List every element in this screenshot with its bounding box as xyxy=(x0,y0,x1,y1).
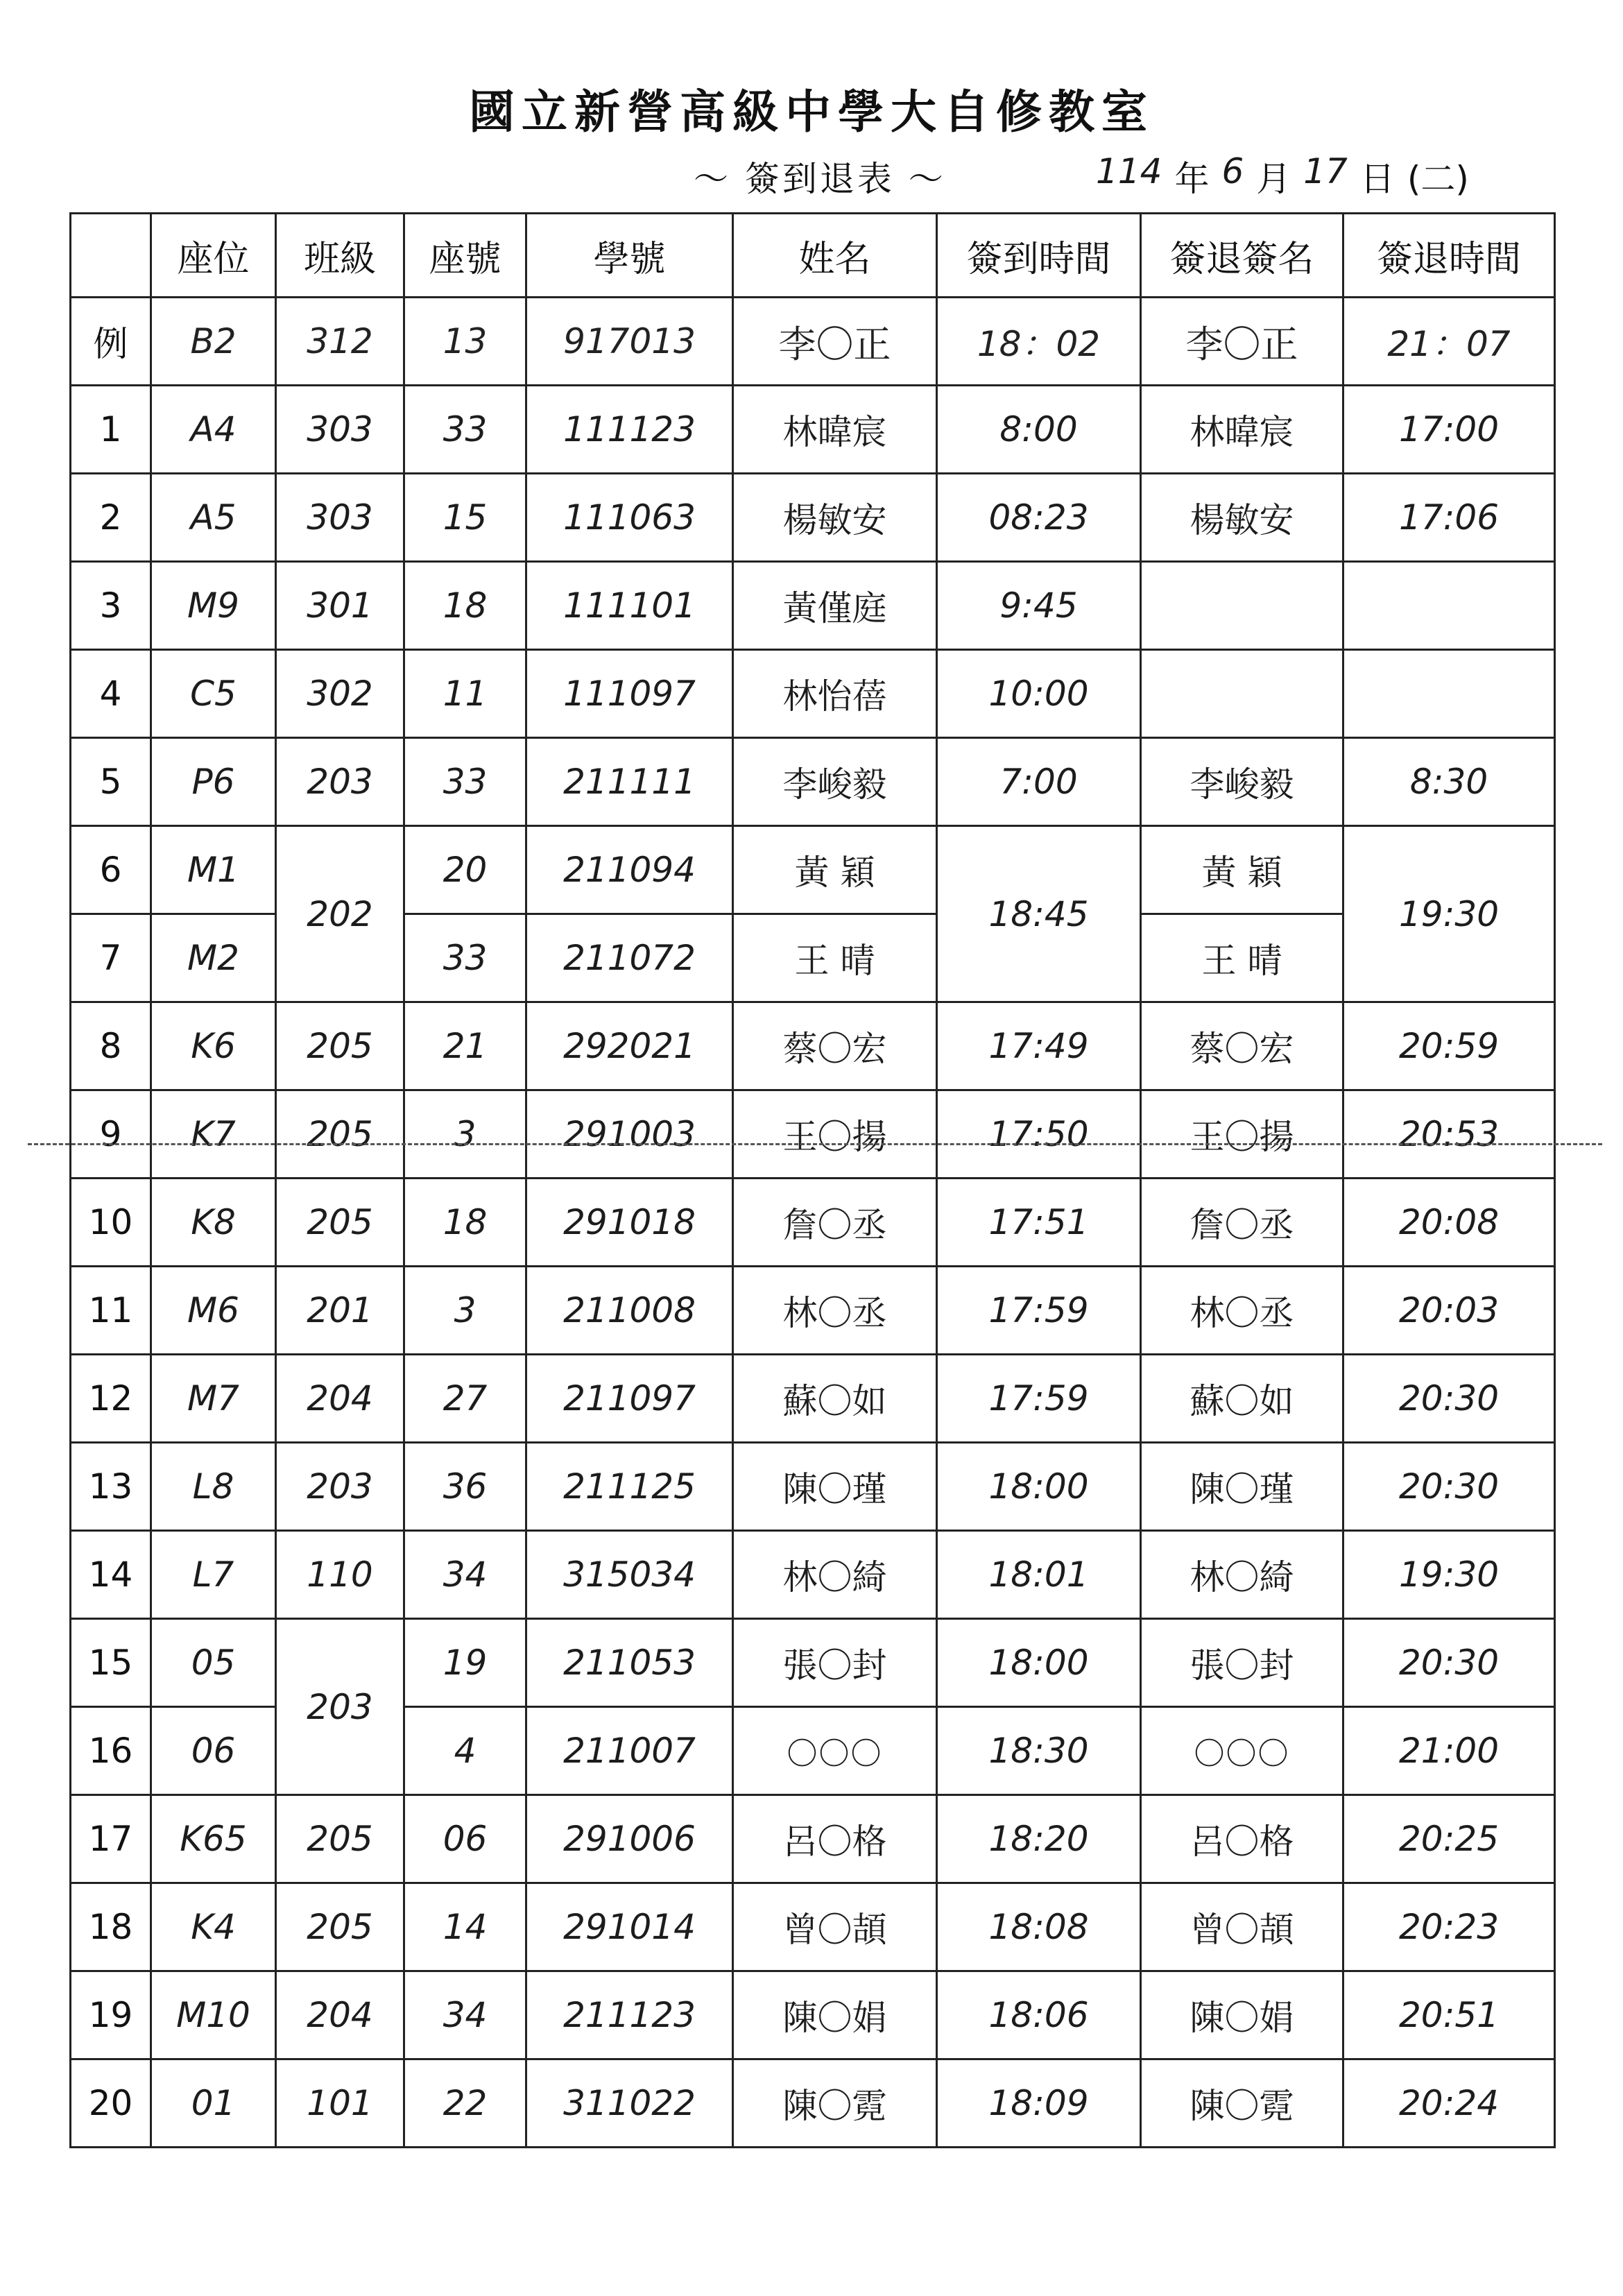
seat-number-cell: 3 xyxy=(404,1090,526,1179)
date-month-char: 月 xyxy=(1256,159,1291,199)
seat-cell: A4 xyxy=(151,386,276,474)
sign-out-time-cell xyxy=(1343,650,1555,738)
seat-cell: M9 xyxy=(151,562,276,650)
row-number: 15 xyxy=(71,1619,151,1707)
sign-out-signature-cell: 林暐宸 xyxy=(1141,386,1343,474)
col-header-index xyxy=(71,214,151,298)
sign-out-signature-cell: 楊敏安 xyxy=(1141,474,1343,562)
sign-out-signature-cell: 林〇綺 xyxy=(1141,1531,1343,1619)
row-number: 1 xyxy=(71,386,151,474)
row-number: 12 xyxy=(71,1355,151,1443)
date-year-char: 年 xyxy=(1174,159,1210,199)
seat-number-cell: 14 xyxy=(404,1883,526,1971)
table-row xyxy=(71,1179,1555,1267)
student-id-cell: 291018 xyxy=(526,1179,733,1267)
seat-cell: K7 xyxy=(151,1090,276,1179)
sign-in-time-cell: 8:00 xyxy=(937,386,1141,474)
class-cell: 303 xyxy=(276,386,404,474)
name-signature-cell: 詹〇丞 xyxy=(733,1179,937,1267)
name-signature-cell: 陳〇娟 xyxy=(733,1971,937,2059)
student-id-cell: 211007 xyxy=(526,1707,733,1795)
sign-out-signature-cell: 林〇丞 xyxy=(1141,1267,1343,1355)
student-id-cell: 111097 xyxy=(526,650,733,738)
table-row xyxy=(71,1002,1555,1090)
name-signature-cell: 曾〇頡 xyxy=(733,1883,937,1971)
seat-cell: K8 xyxy=(151,1179,276,1267)
name-signature-cell: 王〇揚 xyxy=(733,1090,937,1179)
sign-out-time-cell: 20:51 xyxy=(1343,1971,1555,2059)
sign-in-time-cell: 18:00 xyxy=(937,1443,1141,1531)
col-header-sign-out-signature: 簽退簽名 xyxy=(1141,214,1343,298)
name-signature-cell: 林怡蓓 xyxy=(733,650,937,738)
sign-in-time-cell: 9:45 xyxy=(937,562,1141,650)
table-row xyxy=(71,738,1555,826)
date-month: 6 xyxy=(1221,151,1244,191)
seat-cell: C5 xyxy=(151,650,276,738)
sign-out-signature-cell: 〇〇〇 xyxy=(1141,1707,1343,1795)
seat-number-cell: 22 xyxy=(404,2059,526,2148)
seat-cell: L7 xyxy=(151,1531,276,1619)
sign-out-signature-cell: 陳〇娟 xyxy=(1141,1971,1343,2059)
sign-in-time-cell: 18:09 xyxy=(937,2059,1141,2148)
row-number: 10 xyxy=(71,1179,151,1267)
table-row xyxy=(71,1443,1555,1531)
sign-in-time-cell: 17:59 xyxy=(937,1355,1141,1443)
sign-in-time-cell: 10:00 xyxy=(937,650,1141,738)
seat-cell: M6 xyxy=(151,1267,276,1355)
form-date xyxy=(1096,151,1469,201)
row-number: 2 xyxy=(71,474,151,562)
student-id-cell: 291014 xyxy=(526,1883,733,1971)
sign-out-signature-cell: 李峻毅 xyxy=(1141,738,1343,826)
seat-cell: A5 xyxy=(151,474,276,562)
name-signature-cell: 〇〇〇 xyxy=(733,1707,937,1795)
sign-out-signature-cell xyxy=(1141,562,1343,650)
row-number: 11 xyxy=(71,1267,151,1355)
col-header-name: 姓名 xyxy=(733,214,937,298)
student-id-cell: 211094 xyxy=(526,826,733,914)
row-number: 18 xyxy=(71,1883,151,1971)
table-row xyxy=(71,826,1555,914)
student-id-cell: 211125 xyxy=(526,1443,733,1531)
date-day-char: 日 xyxy=(1359,159,1395,199)
sign-in-time-cell: 17:51 xyxy=(937,1179,1141,1267)
seat-number-cell: 34 xyxy=(404,1531,526,1619)
class-cell: 203 xyxy=(276,1443,404,1531)
seat-cell: 05 xyxy=(151,1619,276,1707)
student-id-cell: 211111 xyxy=(526,738,733,826)
student-id-cell: 111123 xyxy=(526,386,733,474)
seat-cell: K6 xyxy=(151,1002,276,1090)
sign-out-time-cell: 20:59 xyxy=(1343,1002,1555,1090)
sign-out-signature-cell: 詹〇丞 xyxy=(1141,1179,1343,1267)
seat-number-cell: 18 xyxy=(404,1179,526,1267)
example-label: 例 xyxy=(71,298,151,386)
row-number: 4 xyxy=(71,650,151,738)
class-cell: 202 xyxy=(276,826,404,1002)
sign-in-time-cell: 18:06 xyxy=(937,1971,1141,2059)
row-number: 20 xyxy=(71,2059,151,2148)
example-name: 李〇正 xyxy=(733,298,937,386)
table-row xyxy=(71,562,1555,650)
sign-out-time-cell xyxy=(1343,562,1555,650)
name-signature-cell: 王 晴 xyxy=(733,914,937,1002)
seat-cell: K65 xyxy=(151,1795,276,1883)
sign-out-time-cell: 8:30 xyxy=(1343,738,1555,826)
sign-out-time-cell: 20:03 xyxy=(1343,1267,1555,1355)
sign-out-time-cell: 17:00 xyxy=(1343,386,1555,474)
seat-number-cell: 34 xyxy=(404,1971,526,2059)
sign-in-time-cell: 17:49 xyxy=(937,1002,1141,1090)
seat-number-cell: 33 xyxy=(404,386,526,474)
sign-out-signature-cell: 蔡〇宏 xyxy=(1141,1002,1343,1090)
row-number: 16 xyxy=(71,1707,151,1795)
table-row xyxy=(71,2059,1555,2148)
class-cell: 205 xyxy=(276,1795,404,1883)
example-sign-in-time: 18：02 xyxy=(937,298,1141,386)
seat-number-cell: 4 xyxy=(404,1707,526,1795)
table-row xyxy=(71,386,1555,474)
sign-in-time-cell: 18:08 xyxy=(937,1883,1141,1971)
name-signature-cell: 張〇封 xyxy=(733,1619,937,1707)
seat-number-cell: 19 xyxy=(404,1619,526,1707)
name-signature-cell: 林〇丞 xyxy=(733,1267,937,1355)
date-weekday: (二) xyxy=(1407,159,1469,199)
example-row xyxy=(71,298,1555,386)
seat-number-cell: 15 xyxy=(404,474,526,562)
row-number: 8 xyxy=(71,1002,151,1090)
col-header-number: 座號 xyxy=(404,214,526,298)
example-number: 13 xyxy=(404,298,526,386)
class-cell: 204 xyxy=(276,1971,404,2059)
name-signature-cell: 林〇綺 xyxy=(733,1531,937,1619)
sign-out-time-cell: 17:06 xyxy=(1343,474,1555,562)
name-signature-cell: 黃僅庭 xyxy=(733,562,937,650)
sign-out-signature-cell: 王 晴 xyxy=(1141,914,1343,1002)
class-cell: 101 xyxy=(276,2059,404,2148)
sign-out-time-cell: 20:23 xyxy=(1343,1883,1555,1971)
sign-in-time-cell: 17:59 xyxy=(937,1267,1141,1355)
student-id-cell: 111063 xyxy=(526,474,733,562)
col-header-student-id: 學號 xyxy=(526,214,733,298)
row-number: 14 xyxy=(71,1531,151,1619)
table-row xyxy=(71,1883,1555,1971)
name-signature-cell: 蔡〇宏 xyxy=(733,1002,937,1090)
sign-out-time-cell: 20:53 xyxy=(1343,1090,1555,1179)
sign-in-time-cell: 18:00 xyxy=(937,1619,1141,1707)
dashed-fold-line xyxy=(28,1143,1602,1145)
class-cell: 205 xyxy=(276,1179,404,1267)
page-title: 國立新營高級中學大自修教室 xyxy=(469,85,1154,139)
seat-number-cell: 36 xyxy=(404,1443,526,1531)
table-row xyxy=(71,1795,1555,1883)
col-header-sign-out-time: 簽退時間 xyxy=(1343,214,1555,298)
sign-out-signature-cell: 呂〇格 xyxy=(1141,1795,1343,1883)
seat-number-cell: 11 xyxy=(404,650,526,738)
row-number: 3 xyxy=(71,562,151,650)
sign-out-time-cell: 19:30 xyxy=(1343,826,1555,1002)
sign-out-signature-cell: 陳〇霓 xyxy=(1141,2059,1343,2148)
name-signature-cell: 李峻毅 xyxy=(733,738,937,826)
sign-out-signature-cell: 陳〇瑾 xyxy=(1141,1443,1343,1531)
seat-number-cell: 06 xyxy=(404,1795,526,1883)
class-cell: 201 xyxy=(276,1267,404,1355)
class-cell: 301 xyxy=(276,562,404,650)
sign-out-time-cell: 20:30 xyxy=(1343,1443,1555,1531)
sign-out-time-cell: 19:30 xyxy=(1343,1531,1555,1619)
sign-out-time-cell: 20:08 xyxy=(1343,1179,1555,1267)
name-signature-cell: 林暐宸 xyxy=(733,386,937,474)
name-signature-cell: 陳〇霓 xyxy=(733,2059,937,2148)
row-number: 19 xyxy=(71,1971,151,2059)
seat-cell: P6 xyxy=(151,738,276,826)
col-header-seat: 座位 xyxy=(151,214,276,298)
seat-cell: L8 xyxy=(151,1443,276,1531)
class-cell: 110 xyxy=(276,1531,404,1619)
seat-number-cell: 3 xyxy=(404,1267,526,1355)
table-row xyxy=(71,1619,1555,1707)
student-id-cell: 111101 xyxy=(526,562,733,650)
student-id-cell: 315034 xyxy=(526,1531,733,1619)
class-cell: 204 xyxy=(276,1355,404,1443)
seat-cell: 06 xyxy=(151,1707,276,1795)
class-cell: 205 xyxy=(276,1090,404,1179)
name-signature-cell: 陳〇瑾 xyxy=(733,1443,937,1531)
name-signature-cell: 黃 穎 xyxy=(733,826,937,914)
name-signature-cell: 呂〇格 xyxy=(733,1795,937,1883)
student-id-cell: 211008 xyxy=(526,1267,733,1355)
class-cell: 302 xyxy=(276,650,404,738)
sign-out-signature-cell: 黃 穎 xyxy=(1141,826,1343,914)
student-id-cell: 291006 xyxy=(526,1795,733,1883)
sign-in-time-cell: 7:00 xyxy=(937,738,1141,826)
student-id-cell: 211123 xyxy=(526,1971,733,2059)
seat-cell: K4 xyxy=(151,1883,276,1971)
seat-number-cell: 20 xyxy=(404,826,526,914)
seat-number-cell: 18 xyxy=(404,562,526,650)
seat-number-cell: 27 xyxy=(404,1355,526,1443)
seat-cell: M2 xyxy=(151,914,276,1002)
sign-out-time-cell: 20:30 xyxy=(1343,1619,1555,1707)
seat-number-cell: 33 xyxy=(404,738,526,826)
seat-cell: M1 xyxy=(151,826,276,914)
sign-out-time-cell: 20:30 xyxy=(1343,1355,1555,1443)
sign-out-signature-cell: 蘇〇如 xyxy=(1141,1355,1343,1443)
row-number: 6 xyxy=(71,826,151,914)
sign-out-signature-cell: 王〇揚 xyxy=(1141,1090,1343,1179)
row-number: 7 xyxy=(71,914,151,1002)
seat-number-cell: 21 xyxy=(404,1002,526,1090)
seat-number-cell: 33 xyxy=(404,914,526,1002)
student-id-cell: 311022 xyxy=(526,2059,733,2148)
table-row xyxy=(71,1267,1555,1355)
student-id-cell: 211053 xyxy=(526,1619,733,1707)
table-row xyxy=(71,474,1555,562)
student-id-cell: 291003 xyxy=(526,1090,733,1179)
student-id-cell: 211072 xyxy=(526,914,733,1002)
example-sign-out-signature: 李〇正 xyxy=(1141,298,1343,386)
row-number: 17 xyxy=(71,1795,151,1883)
table-row xyxy=(71,1971,1555,2059)
row-number: 5 xyxy=(71,738,151,826)
sign-out-time-cell: 20:24 xyxy=(1343,2059,1555,2148)
class-cell: 205 xyxy=(276,1002,404,1090)
table-row xyxy=(71,650,1555,738)
table-header-row xyxy=(71,214,1555,298)
seat-cell: 01 xyxy=(151,2059,276,2148)
date-day: 17 xyxy=(1303,151,1348,191)
example-sign-out-time: 21：07 xyxy=(1343,298,1555,386)
seat-cell: M10 xyxy=(151,1971,276,2059)
date-year: 114 xyxy=(1096,151,1162,191)
class-cell: 303 xyxy=(276,474,404,562)
col-header-sign-in-time: 簽到時間 xyxy=(937,214,1141,298)
table-row xyxy=(71,1531,1555,1619)
sign-in-time-cell: 17:50 xyxy=(937,1090,1141,1179)
example-student-id: 917013 xyxy=(526,298,733,386)
sign-out-time-cell: 20:25 xyxy=(1343,1795,1555,1883)
form-subtitle: ～ 簽到退表 ～ xyxy=(694,159,946,199)
row-number: 13 xyxy=(71,1443,151,1531)
sign-out-signature-cell xyxy=(1141,650,1343,738)
col-header-class: 班級 xyxy=(276,214,404,298)
student-id-cell: 292021 xyxy=(526,1002,733,1090)
sign-in-time-cell: 18:30 xyxy=(937,1707,1141,1795)
class-cell: 205 xyxy=(276,1883,404,1971)
student-id-cell: 211097 xyxy=(526,1355,733,1443)
example-seat: B2 xyxy=(151,298,276,386)
sign-out-signature-cell: 張〇封 xyxy=(1141,1619,1343,1707)
class-cell: 203 xyxy=(276,1619,404,1795)
sign-in-time-cell: 18:01 xyxy=(937,1531,1141,1619)
sign-in-time-cell: 18:45 xyxy=(937,826,1141,1002)
example-class: 312 xyxy=(276,298,404,386)
sign-out-time-cell: 21:00 xyxy=(1343,1707,1555,1795)
seat-cell: M7 xyxy=(151,1355,276,1443)
table-row xyxy=(71,1355,1555,1443)
class-cell: 203 xyxy=(276,738,404,826)
row-number: 9 xyxy=(71,1090,151,1179)
name-signature-cell: 楊敏安 xyxy=(733,474,937,562)
table-row xyxy=(71,1090,1555,1179)
sign-out-signature-cell: 曾〇頡 xyxy=(1141,1883,1343,1971)
sign-in-time-cell: 18:20 xyxy=(937,1795,1141,1883)
sign-in-time-cell: 08:23 xyxy=(937,474,1141,562)
sign-in-table xyxy=(69,212,1556,2148)
name-signature-cell: 蘇〇如 xyxy=(733,1355,937,1443)
